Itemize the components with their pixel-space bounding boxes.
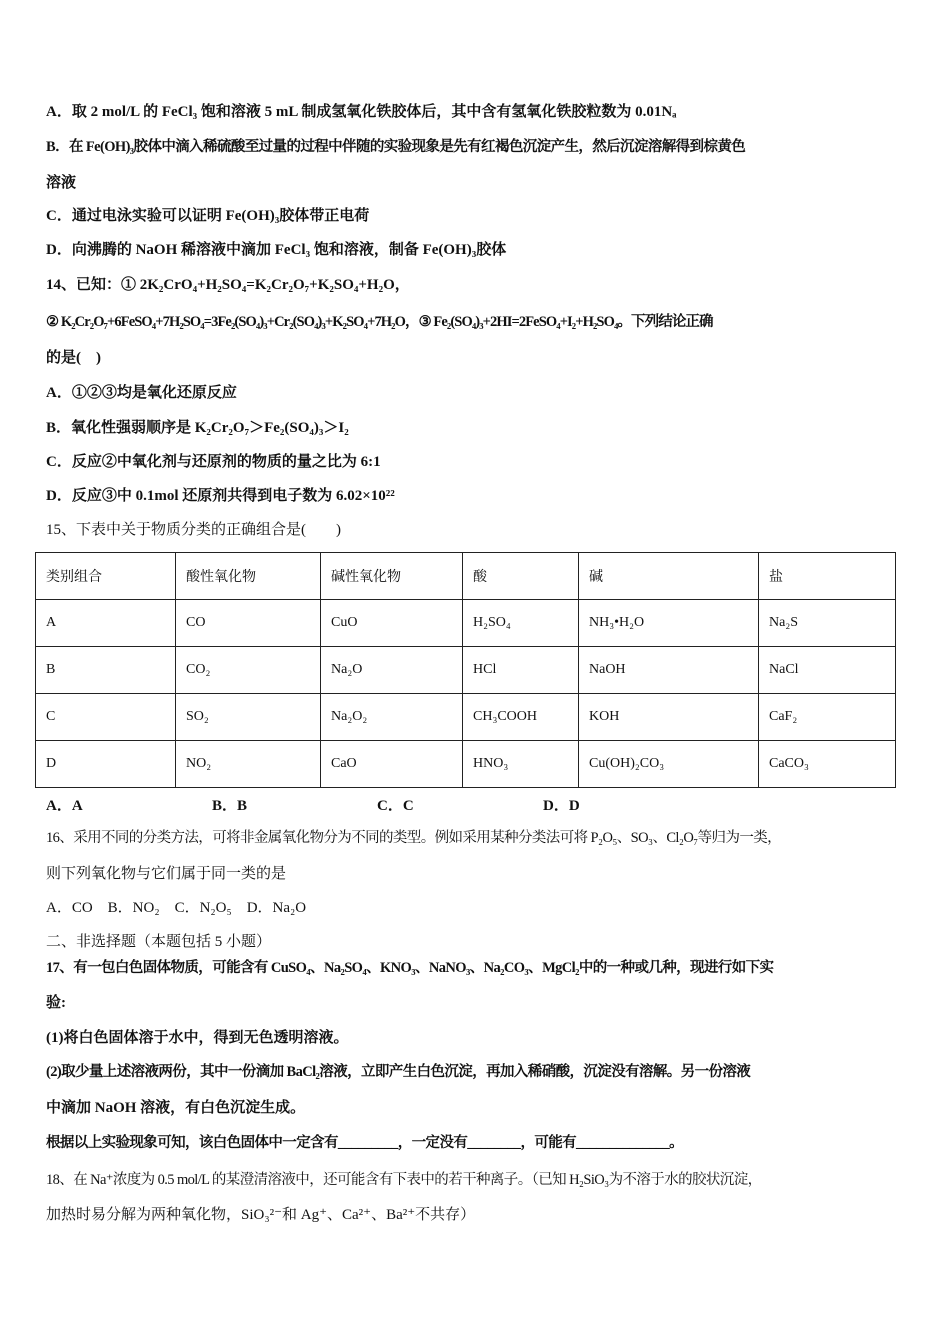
q17-line1: 17、有一包白色固体物质，可能含有 CuSO₄、Na₂SO₄、KNO₃、NaNO₃、Na₂CO₃、MgCl₂中的一种或几种，现进行如下实 xyxy=(46,960,774,976)
q14-line3: 的是( ) xyxy=(46,350,101,366)
q17-line2: 验: xyxy=(46,995,66,1011)
q16-line1: 16、采用不同的分类方法，可将非金属氧化物分为不同的类型。例如采用某种分类法可将 P₂O₅、SO₃、Cl₂O₇等归为一类， xyxy=(46,830,782,846)
q18-line2: 加热时易分解为两种氧化物，SiO₃²⁻和 Ag⁺、Ca²⁺、Ba²⁺不共存） xyxy=(46,1207,476,1223)
table-cell: Cu(OH)₂CO₃ xyxy=(579,741,759,788)
table-cell: 酸 xyxy=(463,553,579,600)
q14-option-c: C．反应②中氧化剂与还原剂的物质的量之比为 6:1 xyxy=(46,454,381,470)
table-cell: Na₂O xyxy=(321,647,463,694)
table-cell: KOH xyxy=(579,694,759,741)
table-cell: 类别组合 xyxy=(36,553,176,600)
table-cell: NaCl xyxy=(759,647,896,694)
q14-line1: 14、已知：① 2K₂CrO₄+H₂SO₄=K₂Cr₂O₇+K₂SO₄+H₂O， xyxy=(46,277,410,293)
table-cell: 碱 xyxy=(579,553,759,600)
q14-option-a: A．①②③均是氧化还原反应 xyxy=(46,385,237,401)
q13-option-b-cont: 溶液 xyxy=(46,175,77,191)
table-cell: HNO₃ xyxy=(463,741,579,788)
q14-option-d: D．反应③中 0.1mol 还原剂共得到电子数为 6.02×10²² xyxy=(46,488,395,504)
table-cell: 酸性氧化物 xyxy=(176,553,321,600)
table-cell: CaF₂ xyxy=(759,694,896,741)
q15-option-b: B．B xyxy=(212,798,248,814)
table-cell: CO₂ xyxy=(176,647,321,694)
table-cell: A xyxy=(36,600,176,647)
table-cell: Na₂O₂ xyxy=(321,694,463,741)
table-header-row xyxy=(36,553,896,600)
table-cell: CuO xyxy=(321,600,463,647)
table-cell: CaCO₃ xyxy=(759,741,896,788)
q13-option-b: B．在 Fe(OH)₃胶体中滴入稀硫酸至过量的过程中伴随的实验现象是先有红褐色沉淀产生，然后沉淀溶解得到棕黄色 xyxy=(46,139,746,155)
q18-line1: 18、在 Na⁺浓度为 0.5 mol/L 的某澄清溶液中，还可能含有下表中的若干种离子。（已知 H₂SiO₃为不溶于水的胶状沉淀， xyxy=(46,1172,762,1188)
table-cell: NaOH xyxy=(579,647,759,694)
table-row xyxy=(36,647,896,694)
table-cell: CaO xyxy=(321,741,463,788)
q13-option-d: D．向沸腾的 NaOH 稀溶液中滴加 FeCl₃ 饱和溶液，制备 Fe(OH)₃胶体 xyxy=(46,242,507,258)
section-heading: 二、非选择题（本题包括 5 小题） xyxy=(46,934,272,950)
q14-line2: ② K₂Cr₂O₇+6FeSO₄+7H₂SO₄=3Fe₂(SO₄)₃+Cr₂(SO₄)₃+K₂SO₄+7H₂O，③ Fe₂(SO₄)₃+2HI=2FeSO₄+I₂+H₂SO₄。下列结论正确 xyxy=(46,314,713,330)
table-cell: 盐 xyxy=(759,553,896,600)
q17-line4: (2)取少量上述溶液两份，其中一份滴加 BaCl₂溶液，立即产生白色沉淀，再加入稀硝酸，沉淀没有溶解。另一份溶液 xyxy=(46,1064,751,1080)
table-cell: CH₃COOH xyxy=(463,694,579,741)
table-cell: HCl xyxy=(463,647,579,694)
q15-option-c: C．C xyxy=(377,798,414,814)
table-cell: D xyxy=(36,741,176,788)
q17-line6: 根据以上实验现象可知，该白色固体中一定含有_________，一定没有________，可能有______________。 xyxy=(46,1135,684,1151)
table-cell: 碱性氧化物 xyxy=(321,553,463,600)
q14-option-b: B．氧化性强弱顺序是 K₂Cr₂O₇＞Fe₂(SO₄)₃＞I₂ xyxy=(46,420,349,436)
table-cell: NO₂ xyxy=(176,741,321,788)
table-cell: SO₂ xyxy=(176,694,321,741)
table-row xyxy=(36,694,896,741)
q15-option-a: A．A xyxy=(46,798,83,814)
table-cell: C xyxy=(36,694,176,741)
q15-option-d: D．D xyxy=(543,798,580,814)
table-cell: NH₃•H₂O xyxy=(579,600,759,647)
table-cell: Na₂S xyxy=(759,600,896,647)
q16-line2: 则下列氧化物与它们属于同一类的是 xyxy=(46,866,287,882)
q13-option-c: C．通过电泳实验可以证明 Fe(OH)₃胶体带正电荷 xyxy=(46,208,370,224)
table-row xyxy=(36,600,896,647)
q17-line5: 中滴加 NaOH 溶液，有白色沉淀生成。 xyxy=(46,1100,306,1116)
table-row xyxy=(36,741,896,788)
q15-stem: 15、下表中关于物质分类的正确组合是( ) xyxy=(46,522,341,538)
table-cell: B xyxy=(36,647,176,694)
q16-options: A．CO B．NO₂ C．N₂O₅ D．Na₂O xyxy=(46,900,307,916)
table-cell: H₂SO₄ xyxy=(463,600,579,647)
q13-option-a: A．取 2 mol/L 的 FeCl₃ 饱和溶液 5 mL 制成氢氧化铁胶体后，其中含有氢氧化铁胶粒数为 0.01Nₐ xyxy=(46,104,677,120)
q17-line3: (1)将白色固体溶于水中，得到无色透明溶液。 xyxy=(46,1030,349,1046)
table-cell: CO xyxy=(176,600,321,647)
q15-table xyxy=(35,552,896,788)
